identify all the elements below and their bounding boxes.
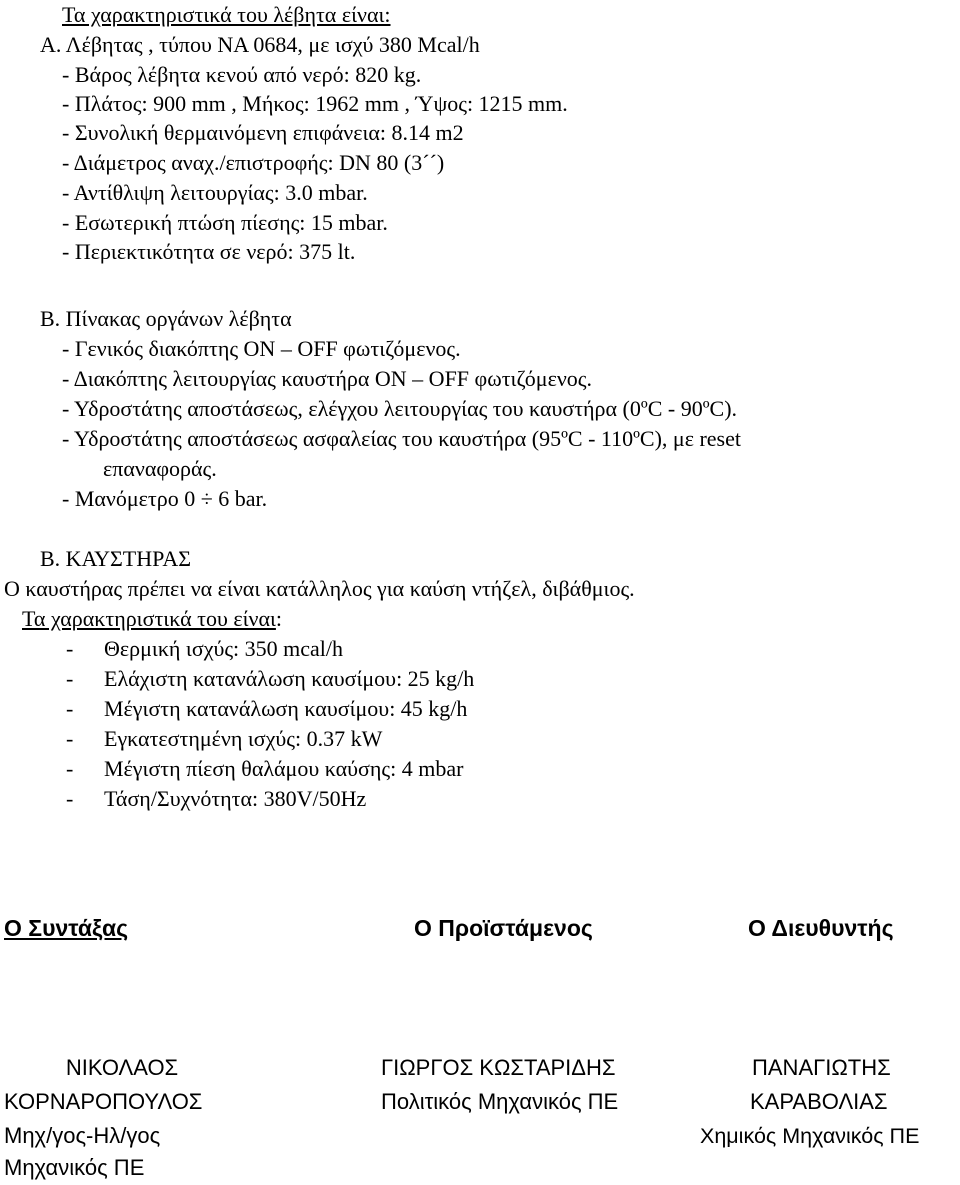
burner-item-thermal-power	[66, 634, 343, 664]
burner-item-text: Μέγιστη κατανάλωση καυσίμου: 45 kg/h	[104, 696, 468, 721]
burner-item-text: Εγκατεστημένη ισχύς: 0.37 kW	[104, 726, 383, 751]
composer-name-first: ΝΙΚΟΛΑΟΣ	[65, 1055, 179, 1080]
burner-item-max-pressure	[66, 754, 463, 784]
burner-item-text: Τάση/Συχνότητα: 380V/50Hz	[104, 786, 367, 811]
composer-role: Μηχ/γος-Ηλ/γος	[4, 1123, 161, 1148]
list-dash: -	[66, 726, 74, 751]
panel-item-burner-switch: - Διακόπτης λειτουργίας καυστήρα ON – OFF φωτιζόμενος.	[62, 366, 592, 391]
burner-item-min-consumption	[66, 664, 474, 694]
burner-item-installed-power	[66, 724, 382, 754]
spec-weight: - Βάρος λέβητα κενού από νερό: 820 kg.	[62, 62, 422, 87]
burner-item-text: Θερμική ισχύς: 350 mcal/h	[104, 636, 344, 661]
boiler-intro: Τα χαρακτηριστικά του λέβητα είναι:	[62, 2, 391, 27]
spec-back-pressure: - Αντίθλιψη λειτουργίας: 3.0 mbar.	[62, 180, 368, 205]
burner-description: Ο καυστήρας πρέπει να είναι κατάλληλος για καύση ντήζελ, διβάθμιος.	[4, 576, 635, 601]
burner-item-voltage	[66, 784, 366, 814]
section-b-title: Β. Πίνακας οργάνων λέβητα	[40, 306, 292, 331]
section-a-title: Α. Λέβητας , τύπου NA 0684, με ισχύ 380 Mcal/h	[40, 32, 480, 57]
burner-item-text: Μέγιστη πίεση θαλάμου καύσης: 4 mbar	[104, 756, 464, 781]
panel-item-control-thermostat: - Υδροστάτης αποστάσεως, ελέγχου λειτουργίας του καυστήρα (0ºC - 90ºC).	[62, 396, 738, 421]
composer-name-last: ΚΟΡΝΑΡΟΠΟΥΛΟΣ	[4, 1089, 203, 1114]
composer-title: Ο Συντάξας	[4, 915, 129, 941]
burner-characteristics-label	[22, 604, 282, 634]
spec-heating-surface: - Συνολική θερμαινόμενη επιφάνεια: 8.14 m2	[62, 120, 464, 145]
director-role: Χημικός Μηχανικός ΠΕ	[700, 1124, 920, 1148]
spec-diameter: - Διάμετρος αναχ./επιστροφής: DN 80 (3´´)	[62, 150, 445, 175]
panel-item-main-switch: - Γενικός διακόπτης ON – OFF φωτιζόμενος.	[62, 336, 461, 361]
list-dash: -	[66, 696, 74, 721]
director-name-first: ΠΑΝΑΓΙΩΤΗΣ	[752, 1055, 891, 1080]
panel-item-safety-thermostat: - Υδροστάτης αποστάσεως ασφαλείας του καυστήρα (95ºC - 110ºC), με reset	[62, 426, 741, 451]
panel-item-safety-thermostat-cont: επαναφοράς.	[103, 456, 217, 481]
director-title: Ο Διευθυντής	[748, 915, 894, 941]
list-dash: -	[66, 786, 74, 811]
supervisor-name: ΓΙΩΡΓΟΣ ΚΩΣΤΑΡΙΔΗΣ	[381, 1055, 616, 1080]
composer-degree: Μηχανικός ΠΕ	[4, 1155, 145, 1180]
burner-characteristics-colon: :	[275, 606, 283, 631]
burner-title: Β. ΚΑΥΣΤΗΡΑΣ	[40, 546, 192, 571]
panel-item-manometer: - Μανόμετρο 0 ÷ 6 bar.	[62, 486, 268, 511]
supervisor-role: Πολιτικός Μηχανικός ΠΕ	[381, 1089, 619, 1114]
list-dash: -	[66, 756, 74, 781]
spec-dimensions: - Πλάτος: 900 mm , Μήκος: 1962 mm , Ύψος: 1215 mm.	[62, 91, 568, 116]
director-name-last: ΚΑΡΑΒΟΛΙΑΣ	[750, 1089, 888, 1114]
burner-item-max-consumption	[66, 694, 467, 724]
list-dash: -	[66, 666, 74, 691]
supervisor-title: Ο Προϊστάμενος	[414, 915, 593, 941]
spec-water-content: - Περιεκτικότητα σε νερό: 375 lt.	[62, 239, 356, 264]
burner-item-text: Ελάχιστη κατανάλωση καυσίμου: 25 kg/h	[104, 666, 475, 691]
burner-characteristics-label-text: Τα χαρακτηριστικά του είναι	[22, 606, 276, 631]
spec-pressure-drop: - Εσωτερική πτώση πίεσης: 15 mbar.	[62, 210, 388, 235]
list-dash: -	[66, 636, 74, 661]
